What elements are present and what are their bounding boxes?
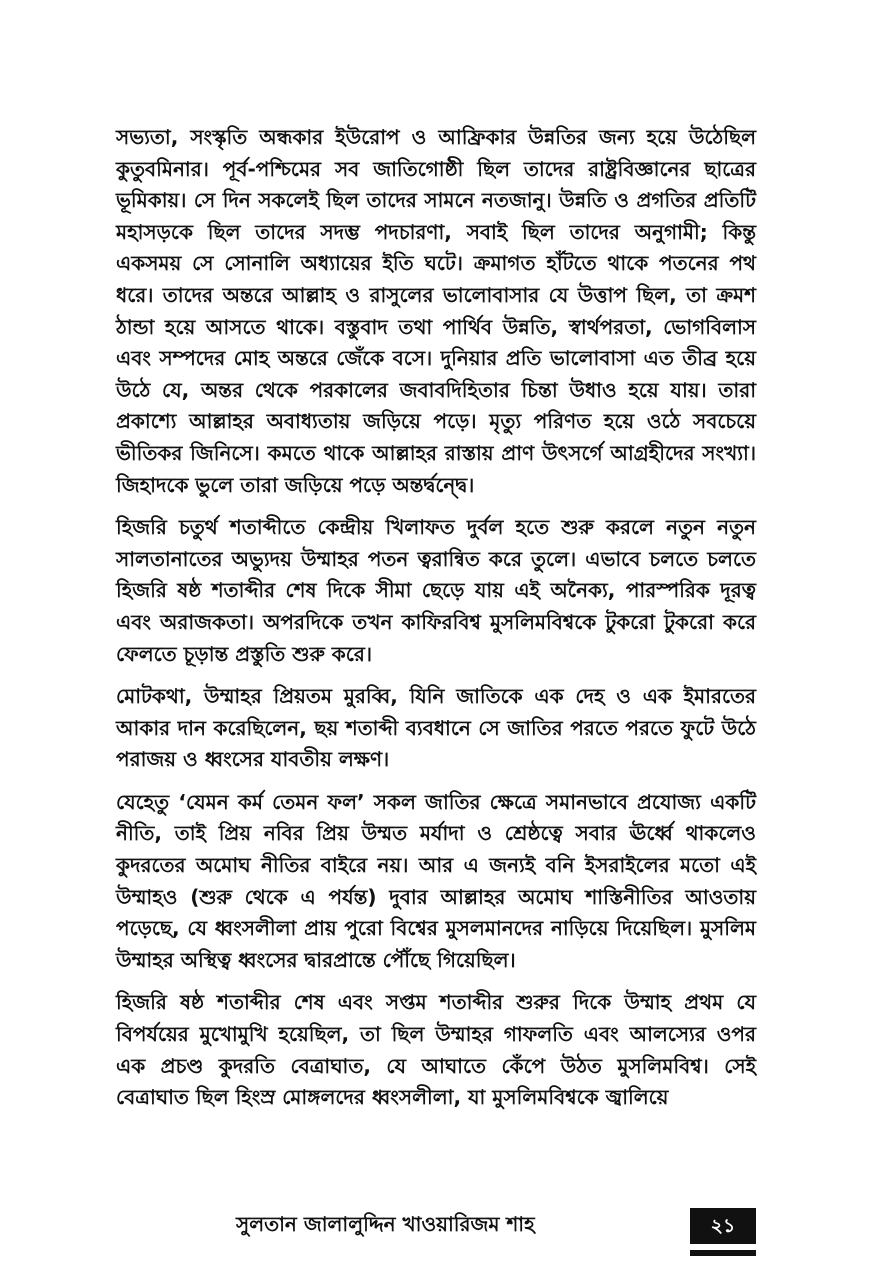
page-number: ২১ — [690, 1208, 756, 1244]
body-paragraph: সভ্যতা, সংস্কৃতি অন্ধকার ইউরোপ ও আফ্রিকার উন্নতির জন্য হয়ে উঠেছিল কুতুবমিনার। পূর্ব-পশ্চিমের সব জাতিগোষ্ঠী ছিল তাদের রাষ্ট্রবিজ্ঞানের ছাত্রের ভূমিকায়। সে দিন সকলেই ছিল তাদের সামনে নতজানু। উন্নতি ও প্রগতির প্রতিটি মহাসড়কে ছিল তাদের সদম্ভ পদচারণা, সবাই ছিল তাদের অনুগামী; কিন্তু একসময় সে সোনালি অধ্যায়ের ইতি ঘটে। ক্রমাগত হাঁটতে থাকে পতনের পথ ধরে। তাদের অন্তরে আল্লাহ ও রাসুলের ভালোবাসার যে উত্তাপ ছিল, তা ক্রমশ ঠান্ডা হয়ে আসতে থাকে। বস্তুবাদ তথা পার্থিব উন্নতি, স্বার্থপরতা, ভোগবিলাস এবং সম্পদের মোহ অন্তরে জেঁকে বসে। দুনিয়ার প্রতি ভালোবাসা এত তীব্র হয়ে উঠে যে, অন্তর থেকে পরকালের জবাবদিহিতার চিন্তা উধাও হয়ে যায়। তারা প্রকাশ্যে আল্লাহর অবাধ্যতায় জড়িয়ে পড়ে। মৃত্যু পরিণত হয়ে ওঠে সবচেয়ে ভীতিকর জিনিসে। কমতে থাকে আল্লাহর রাস্তায় প্রাণ উৎসর্গে আগ্রহীদের সংখ্যা। জিহাদকে ভুলে তারা জড়িয়ে পড়ে অন্তর্দ্বন্দ্বে। — [116, 125, 756, 497]
book-title: সুলতান জালালুদ্দিন খাওয়ারিজম শাহ — [236, 1212, 535, 1236]
body-paragraph: মোটকথা, উম্মাহর প্রিয়তম মুরব্বি, যিনি জাতিকে এক দেহ ও এক ইমারতের আকার দান করেছিলেন, ছয় শতাব্দী ব্যবধানে সে জাতির পরতে পরতে ফুটে উঠে পরাজয় ও ধ্বংসের যাবতীয় লক্ষণ। — [116, 684, 756, 772]
footer-rule — [690, 1250, 756, 1256]
body-paragraph: হিজরি ষষ্ঠ শতাব্দীর শেষ এবং সপ্তম শতাব্দীর শুরুর দিকে উম্মাহ প্রথম যে বিপর্যয়ের মুখোমুখি হয়েছিল, তা ছিল উম্মাহর গাফলতি এবং আলস্যের ওপর এক প্রচণ্ড কুদরতি বেত্রাঘাত, যে আঘাতে কেঁপে উঠত মুসলিমবিশ্ব। সেই বেত্রাঘাত ছিল হিংস্র মোঙ্গলদের ধ্বংসলীলা, যা মুসলিমবিশ্বকে জ্বালিয়ে — [116, 990, 756, 1110]
page-body — [116, 122, 756, 1125]
page-footer — [116, 1202, 756, 1246]
body-paragraph: যেহেতু ‘যেমন কর্ম তেমন ফল’ সকল জাতির ক্ষেত্রে সমানভাবে প্রযোজ্য একটি নীতি, তাই প্রিয় নবির প্রিয় উম্মত মর্যাদা ও শ্রেষ্ঠত্বে সবার ঊর্ধ্বে থাকলেও কুদরতের অমোঘ নীতির বাইরে নয়। আর এ জন্যই বনি ইসরাইলের মতো এই উম্মাহও (শুরু থেকে এ পর্যন্ত) দুবার আল্লাহর অমোঘ শাস্তিনীতির আওতায় পড়েছে, যে ধ্বংসলীলা প্রায় পুরো বিশ্বের মুসলমানদের নাড়িয়ে দিয়েছিল। মুসলিম উম্মাহর অস্থিত্ব ধ্বংসের দ্বারপ্রান্তে পৌঁছে গিয়েছিল। — [116, 789, 756, 972]
body-paragraph: হিজরি চতুর্থ শতাব্দীতে কেন্দ্রীয় খিলাফত দুর্বল হতে শুরু করলে নতুন নতুন সালতানাতের অভ্যুদয় উম্মাহর পতন ত্বরান্বিত করে তুলে। এভাবে চলতে চলতে হিজরি ষষ্ঠ শতাব্দীর শেষ দিকে সীমা ছেড়ে যায় এই অনৈক্য, পারস্পরিক দূরত্ব এবং অরাজকতা। অপরদিকে তখন কাফিরবিশ্ব মুসলিমবিশ্বকে টুকরো টুকরো করে ফেলতে চূড়ান্ত প্রস্তুতি শুরু করে। — [116, 515, 756, 666]
